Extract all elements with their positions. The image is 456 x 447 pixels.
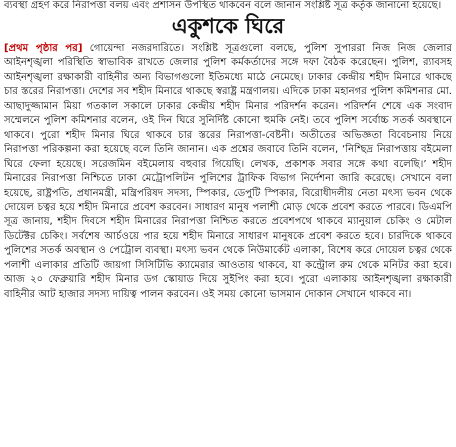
- previous-article-tail: ব্যবস্থা গ্রহণ করে নিরাপত্তা বলয় এবং প্রশাসন উপস্থিত থাকবেন বলে জানান সংশ্লিষ্ট সূত্র কর্তৃক জানানো হয়েছে।: [4, 0, 442, 11]
- article-body-text: গোয়েন্দা নজরদারিতে। সংশ্লিষ্ট সূত্রগুলো বলছে, পুলিশ সুপাররা নিজ নিজ জেলার আইনশৃঙ্খলা পরিস্থিতি স্বাভাবিক রাখতে জেলার পুলিশ কর্মকর্তাদের সঙ্গে দফা বৈঠক করেছেন। পুলিশ, র‌্যাবসহ আইনশৃঙ্খলা রক্ষাকারী বাহিনীর অন্য বিভাগগুলো ইতিমধ্যে মাঠে নেমেছে। ঢাকার কেন্দ্রীয় শহীদ মিনারে থাকছে চার স্তরের নিরাপত্তা। দেশের সব শহীদ মিনারে থাকছে স্বরাষ্ট্র মন্ত্রণালয়। এদিকে ঢাকা মহানগর পুলিশ কমিশনার মো. আছাদুজ্জামান মিয়া গতকাল সকালে ঢাকার কেন্দ্রীয় শহীদ মিনার পরিদর্শন করেন। পরিদর্শন শেষে এক সংবাদ সম্মেলনে পুলিশ কমিশনার বলেন, ওই দিন ঘিরে সুনির্দিষ্ট কোনো হুমকি নেই। তবে পুলিশ সর্বোচ্চ সতর্ক অবস্থানে থাকবে। পুরো শহীদ মিনার ঘিরে থাকবে চার স্তরের নিরাপত্তা-বেষ্টনী। অতীতের অভিজ্ঞতা বিবেচনায় নিয়ে নিরাপত্তা পরিকল্পনা করা হয়েছে বলে তিনি জানান। এক প্রশ্নের জবাবে তিনি বলেন, ‘নিশ্ছিদ্র নিরাপত্তায় বইমেলা ঘিরে ফেলা হয়েছে। সরেজমিন বইমেলায় বহুবার গিয়েছি। লেখক, প্রকাশক সবার সঙ্গে কথা বলেছি।’ শহীদ মিনারের নিরাপত্তা নিশ্চিতে ঢাকা মেট্রোপলিটন পুলিশের ট্রাফিক বিভাগ নির্দেশনা জারি করেছে। সেখানে বলা হয়েছে, রাষ্ট্রপতি, প্রধানমন্ত্রী, মন্ত্রিপরিষদ সদস্য, স্পিকার, ডেপুটি স্পিকার, বিরোধীদলীয় নেতা মৎস্য ভবন থেকে দোয়েল চত্বর হয়ে শহীদ মিনারে প্রবেশ করবেন। সাধারণ মানুষ পলাশী মোড় থেকে প্রবেশ করতে পারবে। ডিএমপি সূত্র জানায়, শহীদ দিবসে শহীদ মিনারের নিরাপত্তা নিশ্চিত করতে প্রবেশপথে থাকবে ম্যানুয়াল চেকিং ও মেটাল ডিটেক্টর চেকিং। সর্বশেষ আর্চওয়ে পার হয়ে শহীদ মিনারে সাধারণ মানুষকে প্রবেশ করতে হবে। চারদিকে থাকবে পুলিশের সতর্ক অবস্থান ও পেট্রোল ব্যবস্থা। মৎস্য ভবন থেকে নিউমার্কেট এলাকা, বিশেষ করে দোয়েল চত্বর থেকে পলাশী এলাকার প্রতিটি জায়গা সিসিটিভি ক্যামেরার আওতায় থাকবে, যা কন্ট্রোল রুম থেকে মনিটর করা হবে। আজ ২০ ফেব্রুয়ারি শহীদ মিনার ডগ স্কোয়াড দিয়ে সুইপিং করা হবে। পুরো এলাকায় আইনশৃঙ্খলা রক্ষাকারী বাহিনীর আট হাজার সদস্য দায়িত্ব পালন করবেন। ওই সময় কোনো ভাসমান দোকান সেখানে থাকবে না।: [4, 43, 452, 300]
- article-body: [4, 42, 452, 445]
- article-headline: একুশকে ঘিরে: [171, 14, 285, 38]
- continuation-tag: [প্রথম পৃষ্ঠার পর]: [4, 43, 83, 54]
- article-paragraph: [4, 42, 452, 302]
